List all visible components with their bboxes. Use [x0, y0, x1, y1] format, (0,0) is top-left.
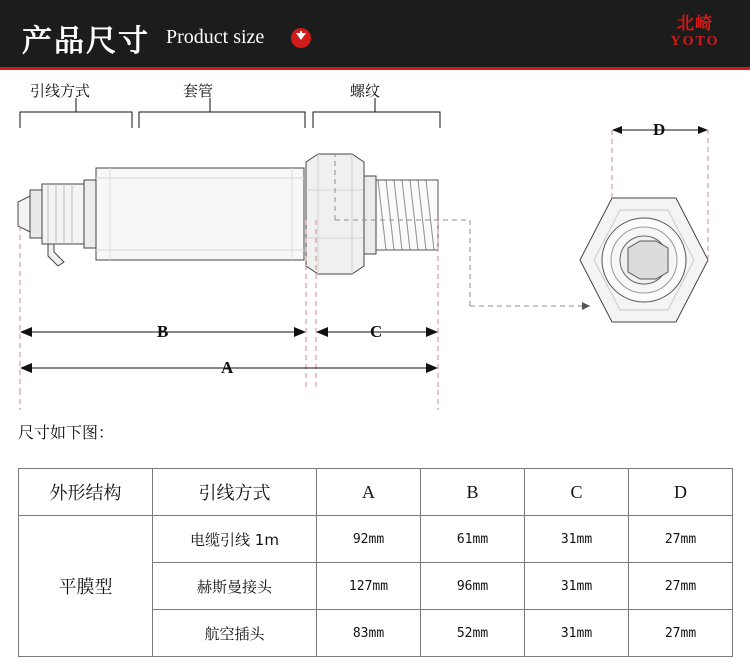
callout-label-thread: 螺纹 — [350, 82, 381, 100]
table-cell-d-1: 27mm — [629, 563, 733, 610]
dimension-label-d: D — [653, 120, 666, 139]
product-dimension-diagram — [0, 70, 750, 410]
table-header-lead-type: 引线方式 — [153, 469, 317, 516]
table-header-c: C — [525, 469, 629, 516]
dimension-label-c: C — [370, 322, 383, 341]
callout-label-sleeve: 套管 — [183, 82, 214, 100]
table-cell-lead-0: 电缆引线 1m — [153, 516, 317, 563]
dimension-label-b: B — [157, 322, 169, 341]
page-title-en: Product size — [166, 26, 265, 48]
table-group-label: 平膜型 — [19, 516, 153, 657]
table-cell-lead-2: 航空插头 — [153, 610, 317, 657]
table-cell-a-0: 92mm — [317, 516, 421, 563]
brand-name-cn: 北崎 — [677, 14, 713, 34]
callout-label-lead-type: 引线方式 — [30, 82, 91, 100]
brand-name-en: YOTO — [670, 34, 720, 49]
table-cell-c-1: 31mm — [525, 563, 629, 610]
specs-table — [18, 468, 733, 657]
table-header-d: D — [629, 469, 733, 516]
table-row — [19, 516, 733, 563]
table-header-structure: 外形结构 — [19, 469, 153, 516]
table-cell-d-2: 27mm — [629, 610, 733, 657]
table-cell-a-1: 127mm — [317, 563, 421, 610]
table-cell-b-1: 96mm — [421, 563, 525, 610]
table-header-row — [19, 469, 733, 516]
table-cell-c-0: 31mm — [525, 516, 629, 563]
brand-logo — [658, 14, 732, 50]
dimension-label-a: A — [221, 358, 234, 377]
table-header-b: B — [421, 469, 525, 516]
table-cell-lead-1: 赫斯曼接头 — [153, 563, 317, 610]
table-cell-d-0: 27mm — [629, 516, 733, 563]
diagram-svg — [0, 70, 750, 410]
specs-table-wrap — [18, 468, 732, 657]
down-arrow-icon — [291, 28, 311, 48]
table-cell-c-2: 31mm — [525, 610, 629, 657]
page-header — [0, 0, 750, 70]
table-cell-b-0: 61mm — [421, 516, 525, 563]
table-cell-b-2: 52mm — [421, 610, 525, 657]
table-header-a: A — [317, 469, 421, 516]
table-cell-a-2: 83mm — [317, 610, 421, 657]
table-subtitle: 尺寸如下图： — [18, 423, 115, 442]
page-title-cn: 产品尺寸 — [22, 24, 150, 59]
